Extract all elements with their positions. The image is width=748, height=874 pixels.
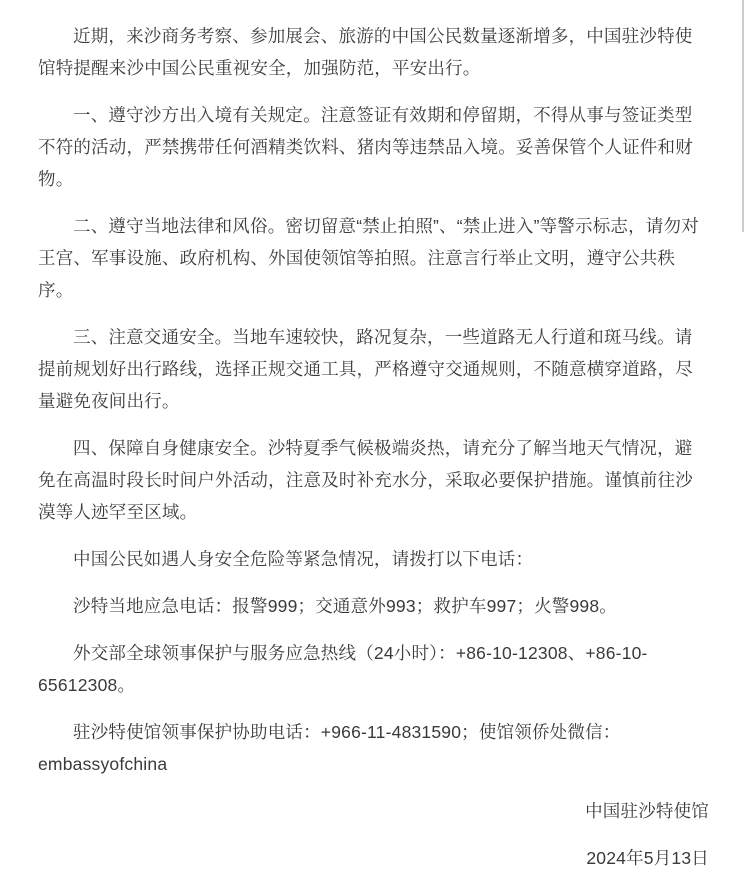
paragraph-traffic-safety: 三、注意交通安全。当地车速较快，路况复杂，一些道路无人行道和斑马线。请提前规划好出行路线，选择正规交通工具，严格遵守交通规则，不随意横穿道路，尽量避免夜间出行。 [38,327,693,411]
paragraph-intro: 近期，来沙商务考察、参加展会、旅游的中国公民数量逐渐增多，中国驻沙特使馆特提醒来沙中国公民重视安全，加强防范，平安出行。 [38,26,693,78]
paragraph-local-emergency-numbers: 沙特当地应急电话：报警999；交通意外993；救护车997；火警998。 [73,596,617,616]
paragraph-entry-exit-rules: 一、遵守沙方出入境有关规定。注意签证有效期和停留期，不得从事与签证类型不符的活动，严禁携带任何酒精类饮料、猪肉等违禁品入境。妥善保管个人证件和财物。 [38,105,693,189]
paragraph-laws-customs: 二、遵守当地法律和风俗。密切留意“禁止拍照”、“禁止进入”等警示标志，请勿对王宫、军事设施、政府机构、外国使领馆等拍照。注意言行举止文明，遵守公共秩序。 [38,216,699,300]
vertical-scrollbar-thumb[interactable] [742,0,744,232]
paragraph-health-safety: 四、保障自身健康安全。沙特夏季气候极端炎热，请充分了解当地天气情况，避免在高温时段长时间户外活动，注意及时补充水分，采取必要保护措施。谨慎前往沙漠等人迹罕至区域。 [38,438,693,522]
paragraph-emergency-intro: 中国公民如遇人身安全危险等紧急情况，请拨打以下电话： [73,549,534,569]
signature-date: 2024年5月13日 [586,848,709,868]
paragraph-mfa-hotline: 外交部全球领事保护与服务应急热线（24小时）：+86-10-12308、+86-10-65612308。 [38,643,648,695]
signature-organization: 中国驻沙特使馆 [585,801,709,821]
paragraph-embassy-contact: 驻沙特使馆领事保护协助电话：+966-11-4831590；使馆领侨处微信：embassyofchina [38,722,621,774]
